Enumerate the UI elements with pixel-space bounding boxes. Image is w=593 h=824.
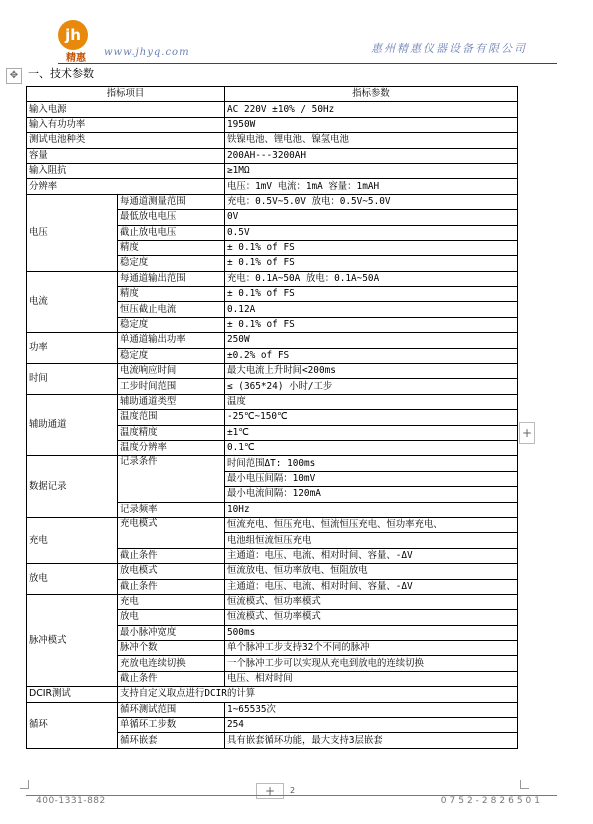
table-row [27,594,518,609]
spec-value-cell: 1~65535次 [225,702,518,717]
spec-value-cell: 电压、相对时间 [225,671,518,686]
spec-value-cell: 具有嵌套循环功能，最大支持3层嵌套 [225,733,518,748]
spec-value-cell: 1950W [225,117,518,132]
spec-group-cell: 数据记录 [27,456,118,518]
spec-group-cell: 时间 [27,364,118,395]
spec-value-cell: 10Hz [225,502,518,517]
table-row [27,687,518,702]
spec-subitem-cell: 温度范围 [118,410,225,425]
spec-subitem-cell: 恒压截止电流 [118,302,225,317]
spec-value-cell: 500ms [225,625,518,640]
spec-subitem-cell: 截止条件 [118,671,225,686]
table-row [27,148,518,163]
spec-value-cell: 支持自定义取点进行DCIR的计算 [118,687,518,702]
table-row [27,364,518,379]
spec-item-cell: 分辨率 [27,179,225,194]
logo-mark: jh [58,20,88,50]
spec-value-cell: 250W [225,333,518,348]
footer-phone-right: 0752-2826501 [440,796,543,806]
spec-value-cell: ± 0.1% of FS [225,240,518,255]
spec-value-cell: 最大电流上升时间<200ms [225,364,518,379]
table-move-handle-icon[interactable]: ✥ [6,68,22,84]
company-logo [58,20,218,66]
spec-value-cell: 254 [225,718,518,733]
spec-subitem-cell: 稳定度 [118,256,225,271]
spec-value-cell: ±1℃ [225,425,518,440]
add-row-button[interactable]: + [256,783,284,799]
spec-value-cell: 电压：1mV 电流：1mA 容量：1mAH [225,179,518,194]
spec-value-cell: 恒流充电、恒压充电、恒流恒压充电、恒功率充电、 [225,517,518,532]
spec-group-cell: 循环 [27,702,118,748]
spec-value-cell: ± 0.1% of FS [225,256,518,271]
spec-value-cell: 200AH---3200AH [225,148,518,163]
spec-subitem-cell: 温度分辨率 [118,440,225,455]
table-row [27,702,518,717]
spec-value-cell: 0.1℃ [225,440,518,455]
spec-subitem-cell: 最小脉冲宽度 [118,625,225,640]
spec-subitem-cell: 温度精度 [118,425,225,440]
spec-subitem-cell: 精度 [118,287,225,302]
spec-group-cell: 电压 [27,194,118,271]
spec-subitem-cell: 每通道输出范围 [118,271,225,286]
spec-subitem-cell: 记录条件 [118,456,225,502]
spec-subitem-cell: 放电 [118,610,225,625]
spec-value-cell: 一个脉冲工步可以实现从充电到放电的连续切换 [225,656,518,671]
spec-subitem-cell: 充电模式 [118,517,225,548]
table-row [27,163,518,178]
spec-subitem-cell: 充电 [118,594,225,609]
table-row [27,133,518,148]
spec-value-cell: 时间范围ΔT: 100ms [225,456,518,471]
table-row [27,333,518,348]
spec-value-cell: ± 0.1% of FS [225,287,518,302]
spec-subitem-cell: 单通道输出功率 [118,333,225,348]
spec-item-cell: 输入有功功率 [27,117,225,132]
spec-subitem-cell: 工步时间范围 [118,379,225,394]
footer-phone-left: 400-1331-882 [36,796,106,806]
table-row [27,564,518,579]
table-row [27,179,518,194]
spec-value-cell: AC 220V ±10% / 50Hz [225,102,518,117]
spec-item-cell: 输入阻抗 [27,163,225,178]
spec-value-cell: ±0.2% of FS [225,348,518,363]
spec-group-cell: 放电 [27,564,118,595]
spec-subitem-cell: 精度 [118,240,225,255]
page-number: 2 [290,786,296,795]
spec-value-cell: ≥1MΩ [225,163,518,178]
table-row [27,117,518,132]
spec-subitem-cell: 单循环工步数 [118,718,225,733]
header-cell-item: 指标项目 [27,87,225,102]
table-header-row [27,87,518,102]
spec-value-cell: 最小电流间隔：120mA [225,487,518,502]
spec-group-cell: 脉冲模式 [27,594,118,686]
spec-value-cell: 恒流放电、恒功率放电、恒阻放电 [225,564,518,579]
spec-table [26,86,518,749]
spec-value-cell: 单个脉冲工步支持32个不同的脉冲 [225,641,518,656]
spec-subitem-cell: 辅助通道类型 [118,394,225,409]
spec-subitem-cell: 稳定度 [118,317,225,332]
spec-value-cell: 电池组恒流恒压充电 [225,533,518,548]
table-row [27,456,518,471]
company-name: 惠州精惠仪器设备有限公司 [371,42,527,55]
table-row [27,102,518,117]
spec-subitem-cell: 截止条件 [118,548,225,563]
spec-value-cell: 充电：0.5V~5.0V 放电：0.5V~5.0V [225,194,518,209]
spec-item-cell: 容量 [27,148,225,163]
spec-item-cell: DCIR测试 [27,687,118,702]
spec-value-cell: 铁镍电池、锂电池、镍氢电池 [225,133,518,148]
table-row [27,194,518,209]
margin-corner-icon [20,780,29,789]
spec-subitem-cell: 脉冲个数 [118,641,225,656]
spec-value-cell: 主通道：电压、电流、相对时间、容量、-ΔV [225,548,518,563]
spec-value-cell: 0.5V [225,225,518,240]
table-row [27,517,518,532]
spec-value-cell: 0.12A [225,302,518,317]
spec-value-cell: 0V [225,210,518,225]
spec-subitem-cell: 充放电连续切换 [118,656,225,671]
spec-value-cell: 最小电压间隔：10mV [225,471,518,486]
spec-value-cell: 恒流模式、恒功率模式 [225,610,518,625]
spec-item-cell: 输入电源 [27,102,225,117]
spec-subitem-cell: 循环测试范围 [118,702,225,717]
website-text: www.jhyq.com [104,47,190,58]
margin-corner-icon [520,780,529,789]
spec-value-cell: -25℃~150℃ [225,410,518,425]
spec-value-cell: 温度 [225,394,518,409]
header-divider [58,63,557,64]
table-row [27,271,518,286]
spec-value-cell: 恒流模式、恒功率模式 [225,594,518,609]
spec-subitem-cell: 截止条件 [118,579,225,594]
spec-subitem-cell: 记录频率 [118,502,225,517]
header-cell-param: 指标参数 [225,87,518,102]
spec-subitem-cell: 最低放电电压 [118,210,225,225]
spec-subitem-cell: 稳定度 [118,348,225,363]
spec-value-cell: ± 0.1% of FS [225,317,518,332]
spec-subitem-cell: 截止放电电压 [118,225,225,240]
section-title: 一、技术参数 [28,67,94,80]
spec-item-cell: 测试电池种类 [27,133,225,148]
add-column-button[interactable]: + [519,422,535,444]
spec-value-cell: 主通道：电压、电流、相对时间、容量、-ΔV [225,579,518,594]
spec-subitem-cell: 放电模式 [118,564,225,579]
table-row [27,394,518,409]
spec-value-cell: ≤ (365*24) 小时/工步 [225,379,518,394]
spec-group-cell: 充电 [27,517,118,563]
logo-name: 精惠 [66,53,86,64]
spec-group-cell: 辅助通道 [27,394,118,456]
spec-subitem-cell: 循环嵌套 [118,733,225,748]
spec-subitem-cell: 电流响应时间 [118,364,225,379]
spec-group-cell: 电流 [27,271,118,333]
spec-value-cell: 充电：0.1A~50A 放电：0.1A~50A [225,271,518,286]
spec-group-cell: 功率 [27,333,118,364]
spec-subitem-cell: 每通道测量范围 [118,194,225,209]
